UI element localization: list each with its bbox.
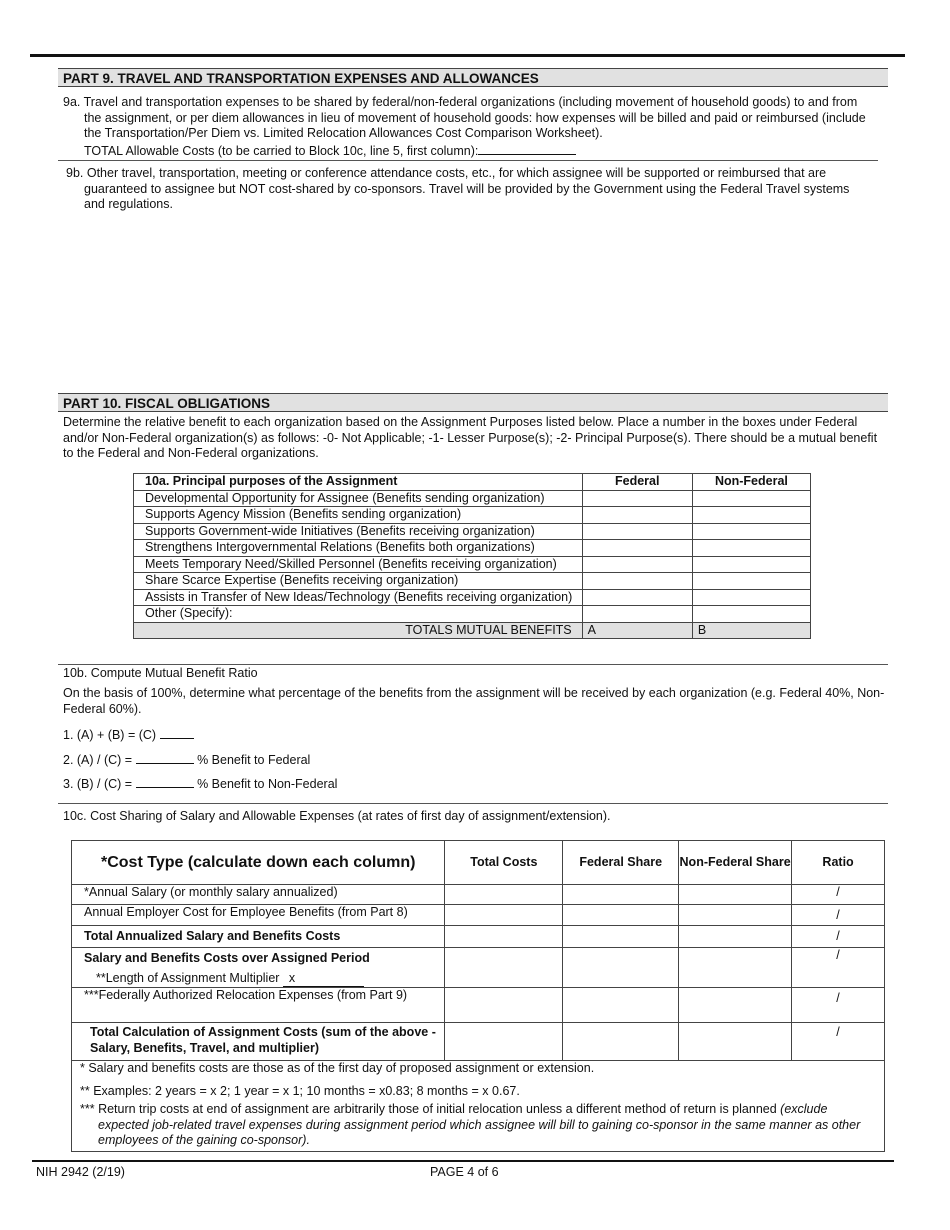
divider-10b [58,664,888,665]
cost-cell[interactable] [445,905,563,926]
table-row: Strengthens Intergovernmental Relations (Benefits both organizations) [134,540,811,557]
cost-cell[interactable] [563,988,679,1023]
footnotes [71,1059,885,1152]
federal-cell[interactable] [582,606,692,623]
federal-share-header: Federal Share [563,841,679,885]
ratio-header: Ratio [792,841,885,885]
total-costs-header: Total Costs [445,841,563,885]
nonfederal-cell[interactable] [692,523,810,540]
note-3: *** Return trip costs at end of assignment are arbitrarily those of initial relocation unless a different method of return is planned (exclude expected job-related travel expenses during assignment period which assignee will bill to gaining co-sponsor in the same manner as other employees of the gaining co-sponsor). [80,1102,861,1147]
cost-cell[interactable] [679,885,792,905]
federal-cell[interactable] [582,490,692,507]
nonfederal-cell[interactable] [692,556,810,573]
total-b-cell[interactable]: B [692,622,810,639]
purposes-table [133,473,811,639]
cost-cell[interactable] [563,926,679,948]
table-row: Supports Government-wide Initiatives (Benefits receiving organization) [134,523,811,540]
part10-intro: Determine the relative benefit to each organization based on the Assignment Purposes listed below. Place a number in the boxes under Federal and/or Non-Federal organization(s) as follows: -0- Not Applicable; -1- Lesser Purpose(s); -2- Principal Purpose(s). There should be a mutual benefit to the Federal and Non-Federal organizations. [63,415,878,460]
table-row: ***Federally Authorized Relocation Expenses (from Part 9) / [72,988,885,1023]
federal-cell[interactable] [582,507,692,524]
ratio-cell[interactable]: / [792,948,885,988]
p10b-desc: On the basis of 100%, determine what percentage of the benefits from the assignment will be received by each organization (e.g. Federal 40%, Non- Federal 60%). [63,686,885,716]
cost-cell[interactable] [563,1023,679,1061]
federal-cell[interactable] [582,573,692,590]
table-row: Other (Specify): [134,606,811,623]
nonfederal-cell[interactable] [692,490,810,507]
nonfederal-cell[interactable] [692,589,810,606]
cost-cell[interactable] [445,926,563,948]
purpose-header: 10a. Principal purposes of the Assignment [134,474,583,491]
part10-heading: PART 10. FISCAL OBLIGATIONS [58,393,888,412]
table-row: Share Scarce Expertise (Benefits receiving organization) [134,573,811,590]
federal-cell[interactable] [582,523,692,540]
federal-cell[interactable] [582,556,692,573]
cost-cell[interactable] [563,885,679,905]
ratio-cell[interactable]: / [792,885,885,905]
cost-sharing-table [71,840,885,1061]
ratio-cell[interactable]: / [792,988,885,1023]
eq1-input[interactable] [160,726,194,739]
cost-cell[interactable] [679,988,792,1023]
bottom-rule [32,1160,894,1162]
nonfederal-header: Non-Federal [692,474,810,491]
ratio-cell[interactable]: / [792,1023,885,1061]
nonfederal-share-header: Non-Federal Share [679,841,792,885]
p9b-text: 9b. Other travel, transportation, meeting or conference attendance costs, etc., for which assignee will be supported or reimbursed that are guaranteed to assignee but NOT cost-shared by co-sponsors. Travel will be provided by the Government using the Federal Travel systems and regulations. [66,166,850,211]
table-row: Meets Temporary Need/Skilled Personnel (Benefits receiving organization) [134,556,811,573]
ratio-cell[interactable]: / [792,905,885,926]
nonfederal-cell[interactable] [692,540,810,557]
table-row: Annual Employer Cost for Employee Benefits (from Part 8) / [72,905,885,926]
p9a-total-input[interactable] [478,142,576,155]
top-rule [30,54,905,57]
cost-type-header: *Cost Type (calculate down each column) [72,841,445,885]
totals-row: TOTALS MUTUAL BENEFITS A B [134,622,811,639]
p9a-text: 9a. Travel and transportation expenses to be shared by federal/non-federal organizations (including movement of household goods) to and from the assignment, or per diem allowances in lieu of movement of household goods: how expenses will be billed and paid or reimbursed (include the Transportation/Per Diem vs. Limited Relocation Allowances Cost Comparison Worksheet). TOTAL Allowable Costs (to be carried to Block 10c, line 5, first column): [63,95,866,158]
table-row: Salary and Benefits Costs over Assigned Period **Length of Assignment Multiplier x / [72,948,885,988]
p10b-title: 10b. Compute Mutual Benefit Ratio [63,666,258,680]
cost-cell[interactable] [563,948,679,988]
eq3-input[interactable] [136,775,194,788]
eq2-input[interactable] [136,751,194,764]
page-number: PAGE 4 of 6 [430,1165,499,1179]
cost-cell[interactable] [679,905,792,926]
cost-cell[interactable] [445,948,563,988]
ratio-cell[interactable]: / [792,926,885,948]
divider-9b [58,160,878,161]
cost-cell[interactable] [679,1023,792,1061]
cost-cell[interactable] [445,1023,563,1061]
p9a-total-label: TOTAL Allowable Costs (to be carried to Block 10c, line 5, first column): [84,143,479,158]
table-row: Total Calculation of Assignment Costs (sum of the above - Salary, Benefits, Travel, and multiplier) / [72,1023,885,1061]
federal-cell[interactable] [582,540,692,557]
part9-heading: PART 9. TRAVEL AND TRANSPORTATION EXPENSES AND ALLOWANCES [58,68,888,87]
table-row: *Annual Salary (or monthly salary annualized) / [72,885,885,905]
cost-cell[interactable] [445,885,563,905]
form-id: NIH 2942 (2/19) [36,1165,125,1179]
federal-cell[interactable] [582,589,692,606]
table-row: Assists in Transfer of New Ideas/Technology (Benefits receiving organization) [134,589,811,606]
eq3: 3. (B) / (C) = % Benefit to Non-Federal [63,777,338,791]
note-2: ** Examples: 2 years = x 2; 1 year = x 1; 10 months = x0.83; 8 months = x 0.67. [80,1084,520,1098]
note-1: * Salary and benefits costs are those as of the first day of proposed assignment or extension. [80,1061,595,1075]
cost-cell[interactable] [679,926,792,948]
cost-cell[interactable] [445,988,563,1023]
federal-header: Federal [582,474,692,491]
table-row: Developmental Opportunity for Assignee (Benefits sending organization) [134,490,811,507]
nonfederal-cell[interactable] [692,507,810,524]
cost-cell[interactable] [679,948,792,988]
table-row: Total Annualized Salary and Benefits Costs / [72,926,885,948]
nonfederal-cell[interactable] [692,573,810,590]
eq1: 1. (A) + (B) = (C) [63,726,194,744]
nonfederal-cell[interactable] [692,606,810,623]
multiplier-input[interactable]: x [283,971,364,988]
divider-10c [58,803,888,804]
p10c-title: 10c. Cost Sharing of Salary and Allowable Expenses (at rates of first day of assignment/extension). [63,809,611,823]
table-row: Supports Agency Mission (Benefits sending organization) [134,507,811,524]
cost-cell[interactable] [563,905,679,926]
total-a-cell[interactable]: A [582,622,692,639]
eq2: 2. (A) / (C) = % Benefit to Federal [63,753,311,767]
